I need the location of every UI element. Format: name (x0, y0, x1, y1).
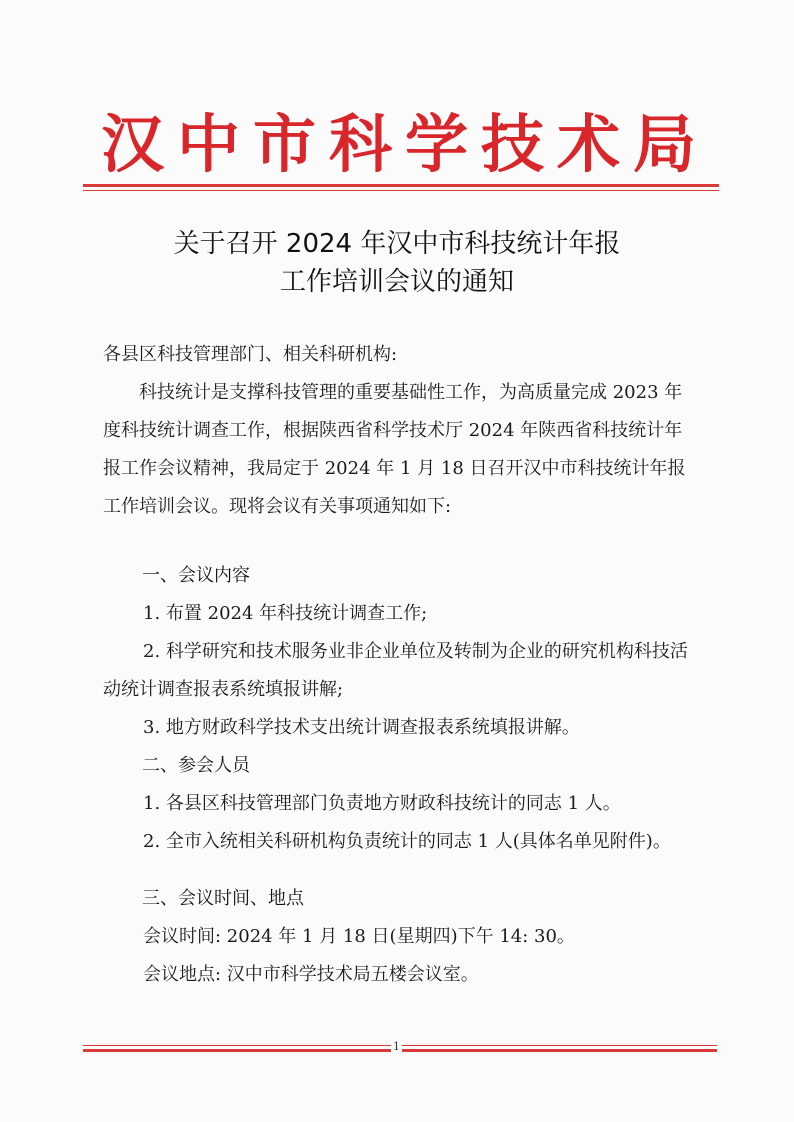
section-item: 3. 地方财政科学技术支出统计调查报表系统填报讲解。 (143, 717, 580, 738)
section-heading: 三、会议时间、地点 (142, 888, 304, 909)
section-item: 1. 各县区科技管理部门负责地方财政科技统计的同志 1 人。 (143, 793, 621, 814)
section-item: 1. 布置 2024 年科技统计调查工作; (143, 603, 428, 624)
section-item: 2. 全市入统相关科研机构负责统计的同志 1 人(具体名单见附件)。 (143, 831, 671, 852)
section-heading: 一、会议内容 (142, 565, 250, 586)
page-number: 1 (393, 1040, 400, 1053)
letterhead-rule-thin (83, 190, 719, 191)
section-heading: 二、参会人员 (142, 755, 250, 776)
section-item: 2. 科学研究和技术服务业非企业单位及转制为企业的研究机构科技活动统计调查报表系统填报讲解; (103, 641, 688, 700)
intro-paragraph: 科技统计是支撑科技管理的重要基础性工作，为高质量完成 2023 年度科技统计调查工作，根据陕西省科学技术厅 2024 年陕西省科技统计年报工作会议精神，我局定于 2024 年 1 月 18 日召开汉中市科技统计年报工作培训会议。现将会议有关事项通知如下: (103, 382, 686, 517)
letterhead-org-name: 汉中市科学技术局 (101, 107, 709, 181)
section-item: 会议时间: 2024 年 1 月 18 日(星期四)下午 14: 30。 (143, 926, 575, 947)
title-line-1: 关于召开 2024 年汉中市科技统计年报 (173, 229, 621, 259)
letterhead-rule-thick (83, 184, 719, 187)
section-item: 会议地点: 汉中市科学技术局五楼会议室。 (143, 964, 479, 985)
salutation: 各县区科技管理部门、相关科研机构: (103, 344, 398, 365)
title-line-2: 工作培训会议的通知 (279, 267, 514, 297)
